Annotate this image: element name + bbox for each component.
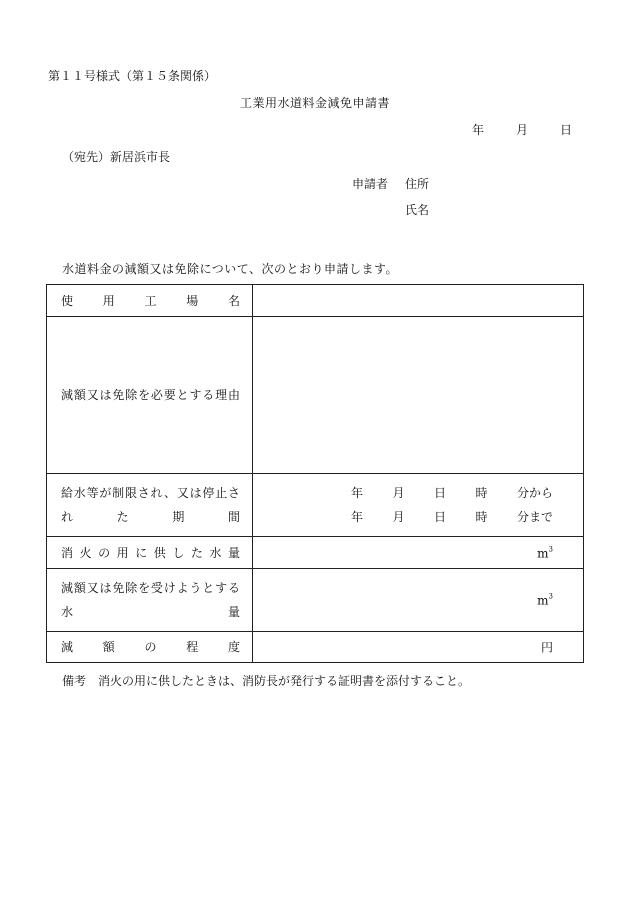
fire-water-field[interactable] [253,537,584,569]
from-minute-unit: 分から [516,486,553,500]
exemption-water-field[interactable] [253,569,584,632]
application-date [472,124,572,136]
fire-water-label-cell [47,537,253,569]
application-form-table [46,284,584,663]
period-to-line [351,505,553,529]
row-factory-name [47,285,584,317]
form-number: 第１１号様式（第１５条関係） [48,69,217,83]
reduction-amount-label-cell [47,632,253,663]
row-reason [47,317,584,474]
page-title: 工業用水道料金減免申請書 [239,96,390,110]
factory-name-field[interactable] [253,285,584,317]
exemption-water-unit [537,593,553,608]
cubic-meter-unit: m [537,546,549,560]
row-restriction-period [47,474,584,537]
yen-unit: 円 [540,640,553,655]
addressee: （宛先）新居浜市長 [62,150,171,164]
restriction-period-label: 給水等が制限され、又は停止された期間 [61,486,240,524]
fire-water-label: 消火の用に供した水量 [61,545,240,560]
row-reduction-amount [47,632,584,663]
fire-water-unit [537,545,553,560]
reason-label: 減額又は免除を必要とする理由 [61,388,240,402]
applicant-name-label: 氏名 [405,203,430,217]
to-minute-unit: 分まで [516,510,553,524]
to-hour-unit: 時 [475,510,488,524]
cubic-superscript: 3 [548,592,553,601]
from-hour-unit: 時 [475,486,488,500]
to-month-unit: 月 [392,510,405,524]
from-year-unit: 年 [351,486,364,500]
reduction-amount-label: 減額の程度 [61,640,240,654]
applicant-label: 申請者 [352,177,389,191]
period-units [351,481,553,529]
row-exemption-water [47,569,584,632]
date-day-unit: 日 [559,123,572,137]
reason-field[interactable] [253,317,584,474]
applicant-address-label: 住所 [405,177,430,191]
exemption-water-label: 減額又は免除を受けようとする水量 [61,581,240,619]
factory-name-label: 使用工場名 [61,293,240,308]
reduction-amount-field[interactable] [253,632,584,663]
from-day-unit: 日 [433,486,446,500]
cubic-superscript: 3 [548,545,553,553]
restriction-period-label-cell [47,474,253,537]
date-year-unit: 年 [472,123,485,137]
reason-label-cell [47,317,253,474]
to-day-unit: 日 [433,510,446,524]
exemption-water-label-cell [47,569,253,632]
cubic-meter-unit: m [537,593,549,608]
to-year-unit: 年 [351,510,364,524]
period-from-line [351,481,553,505]
restriction-period-field[interactable] [253,474,584,537]
row-fire-water [47,537,584,569]
date-month-unit: 月 [515,123,528,137]
remarks-note: 備考 消火の用に供したときは、消防長が発行する証明書を添付すること。 [62,674,471,688]
intro-text: 水道料金の減額又は免除について、次のとおり申請します。 [62,262,399,276]
factory-name-label-cell [47,285,253,317]
from-month-unit: 月 [392,486,405,500]
